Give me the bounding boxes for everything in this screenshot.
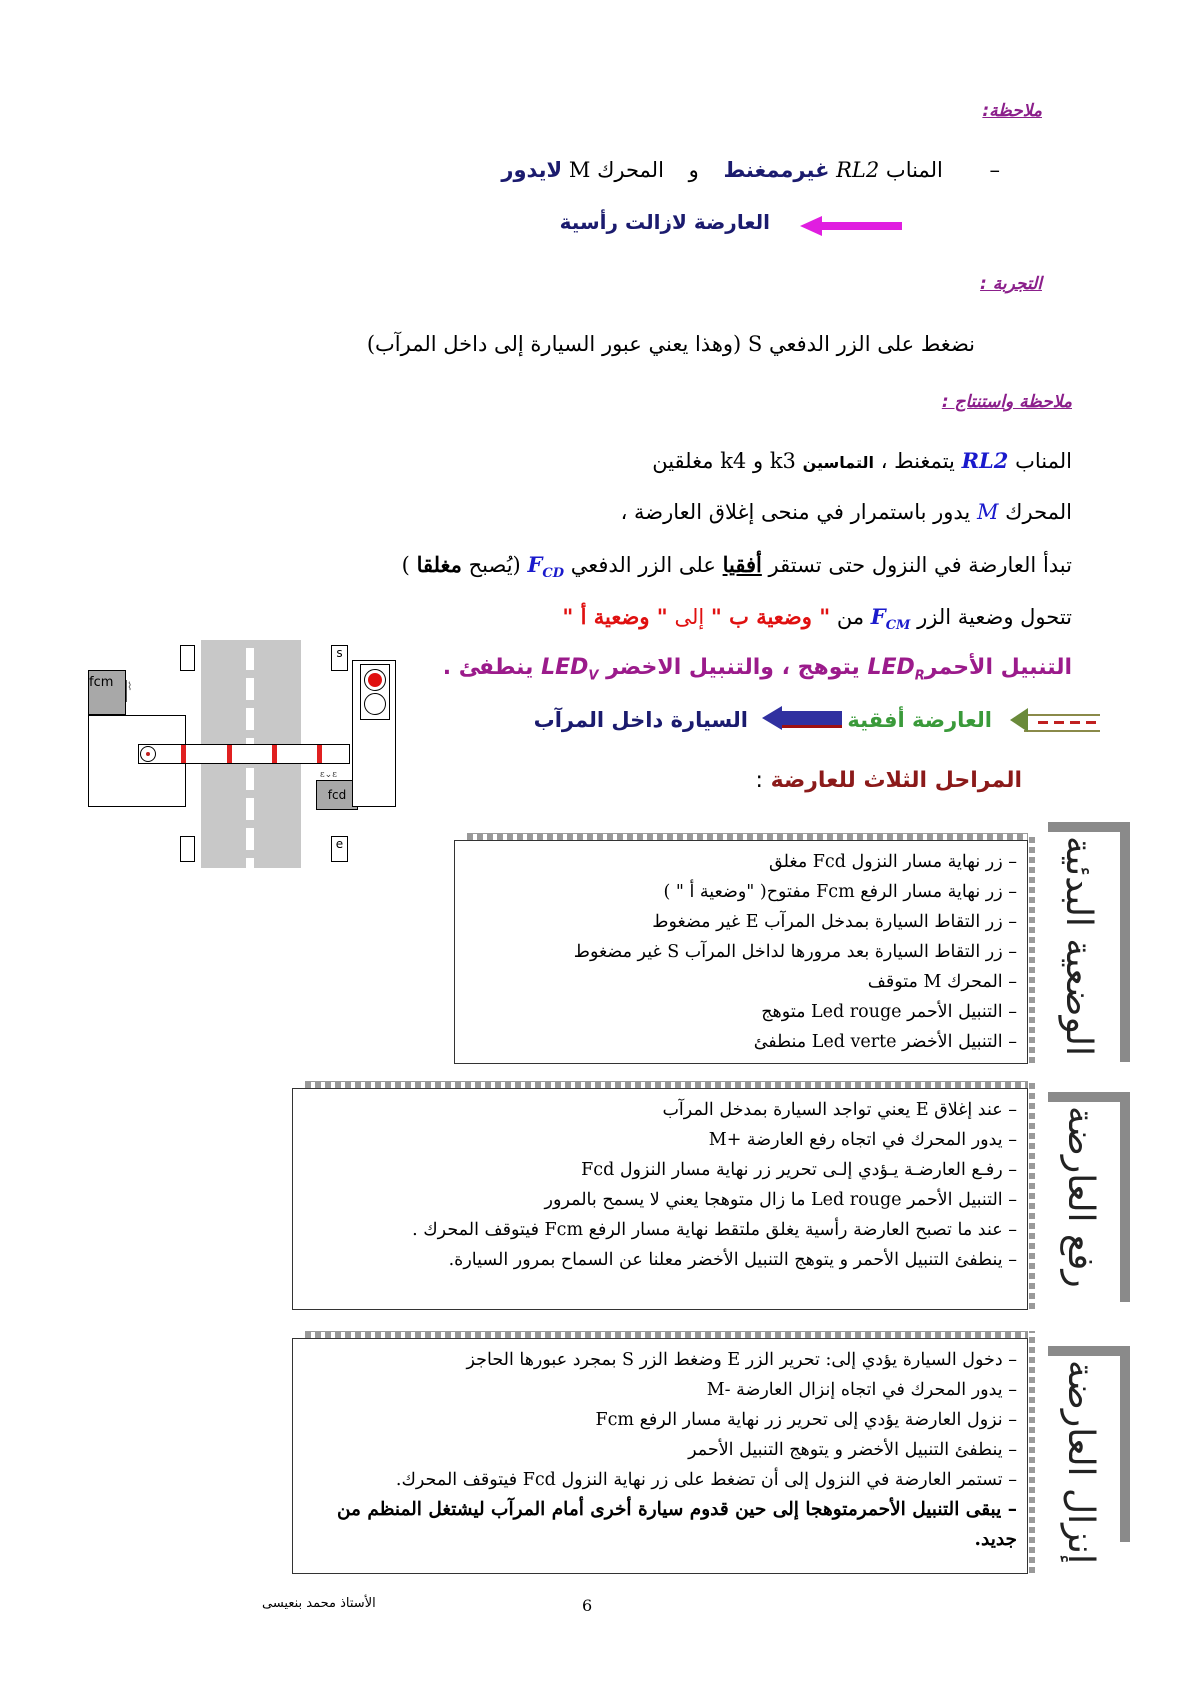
conclusion-line-5: التنبيل الأحمرLED$_R$ يتوهج ، والتنبيل الاخضر $LED_V$ ينطفئ . (442, 655, 1072, 684)
fcm-switch: fcm (88, 670, 126, 715)
conclusion-line-1: المناب RL2 يتمغنط ، التماسين k3 و k4 مغلقين (652, 448, 1072, 473)
fcd-spring-icon: ε⌄ε (320, 770, 337, 780)
blue-arrow-icon (762, 706, 782, 730)
list-item: – يبقى التنبيل الأحمرمتوهجا إلى حين قدوم سيارة أخرى أمام المرآب ليشتغل المنظم من جديد. (301, 1495, 1017, 1555)
raise-box (292, 1088, 1028, 1310)
blue-arrow-shaft (782, 711, 842, 728)
list-item: – زر التقاط السيارة بمدخل المرآب E غير مضغوط (463, 907, 1017, 937)
pivot-icon (140, 746, 156, 762)
traffic-light (360, 664, 390, 720)
note-line: – المناب RL2 غيرممغنط و المحرك M لايدور (501, 158, 1000, 182)
list-item: – يدور المحرك في اتجاه رفع العارضة +M (301, 1125, 1017, 1155)
list-item: – التنبيل الأخضر Led verte منطفئ (463, 1027, 1017, 1057)
barrier-horizontal-label: العارضة أفقية (847, 708, 992, 732)
note-result: العارضة لازالت رأسية (559, 210, 770, 234)
list-item: – يدور المحرك في اتجاه إنزال العارضة -M (301, 1375, 1017, 1405)
list-item: – عند ما تصبح العارضة رأسية يغلق ملتقط نهاية مسار الرفع Fcm فيتوقف المحرك . (301, 1215, 1017, 1245)
list-item: – التنبيل الأحمر Led rouge ما زال متوهجا يعني لا يسمح بالمرور (301, 1185, 1017, 1215)
list-item: – زر نهاية مسار النزول Fcd مغلق (463, 847, 1017, 877)
car-inside-label: السيارة داخل المرآب (533, 708, 748, 732)
conclusion-heading: ملاحظة واستنتاج : (941, 392, 1072, 412)
lower-box (292, 1338, 1028, 1574)
sensor-left-top (180, 645, 195, 671)
list-item: – زر التقاط السيارة بعد مرورها لداخل المرآب S غير مضغوط (463, 937, 1017, 967)
list-item: – تستمر العارضة في النزول إلى أن تضغط على زر نهاية النزول Fcd فيتوقف المحرك. (301, 1465, 1017, 1495)
sensor-left-bottom (180, 836, 195, 862)
list-item: – المحرك M متوقف (463, 967, 1017, 997)
spring-icon: ⌇ (126, 680, 149, 702)
list-item: – ينطفئ التنبيل الأخضر و يتوهج التنبيل الأحمر (301, 1435, 1017, 1465)
list-item: – زر نهاية مسار الرفع Fcm مفتوح( "وضعية أ " ) (463, 877, 1017, 907)
list-item: – ينطفئ التنبيل الأحمر و يتوهج التنبيل الأخضر معلنا عن السماح بمرور السيارة. (301, 1245, 1017, 1275)
initial-state-label: الوضعية البدئية (1058, 836, 1099, 1057)
experiment-text: نضغط على الزر الدفعي S (وهذا يعني عبور السيارة إلى داخل المرآب) (366, 332, 975, 356)
green-arrow-shaft (1024, 714, 1100, 732)
fcd-switch: fcd (316, 780, 358, 810)
pink-arrow-icon (800, 216, 822, 236)
arrow-shaft (820, 222, 902, 230)
list-item: – نزول العارضة يؤدي إلى تحرير زر نهاية مسار الرفع Fcm (301, 1405, 1017, 1435)
conclusion-line-3: تبدأ العارضة في النزول حتى تستقر أفقيا على الزر الدفعي $F_{CD}$ (يُصبح مغلقا ) (401, 552, 1072, 582)
list-item: – التنبيل الأحمر Led rouge متوهج (463, 997, 1017, 1027)
barrier-diagram (88, 640, 438, 870)
raise-label: رفع العارضة (1060, 1106, 1101, 1288)
conclusion-line-2: المحرك M يدور باستمرار في منحى إغلاق العارضة ، (620, 500, 1072, 524)
list-item: – عند إغلاق E يعني تواجد السيارة بمدخل المرآب (301, 1095, 1017, 1125)
list-item: – دخول السيارة يؤدي إلى: تحرير الزر E وضغط الزر S بمجرد عبورها الحاجز (301, 1345, 1017, 1375)
conclusion-line-4: تتحول وضعية الزر $F_{CM}$ من " وضعية ب " إلى " وضعية أ " (562, 604, 1072, 634)
page-number: 6 (582, 1596, 593, 1615)
list-item: – رفـع العارضـة يـؤدي إلـى تحرير زر نهاية مسار النزول Fcd (301, 1155, 1017, 1185)
footer-author: الأستاذ محمد بنعيسى (262, 1596, 376, 1611)
sensor-e: e (331, 836, 348, 862)
note-heading: ملاحظة: (982, 101, 1042, 121)
green-arrow-icon (1010, 708, 1028, 732)
experiment-heading: التجربة : (980, 274, 1042, 294)
lower-label: إنزال العارضة (1060, 1360, 1101, 1565)
initial-state-box (454, 840, 1028, 1064)
phases-heading: المراحل الثلاث للعارضة : (755, 768, 1022, 793)
barrier-arm (138, 744, 350, 764)
sensor-s: s (331, 645, 348, 671)
